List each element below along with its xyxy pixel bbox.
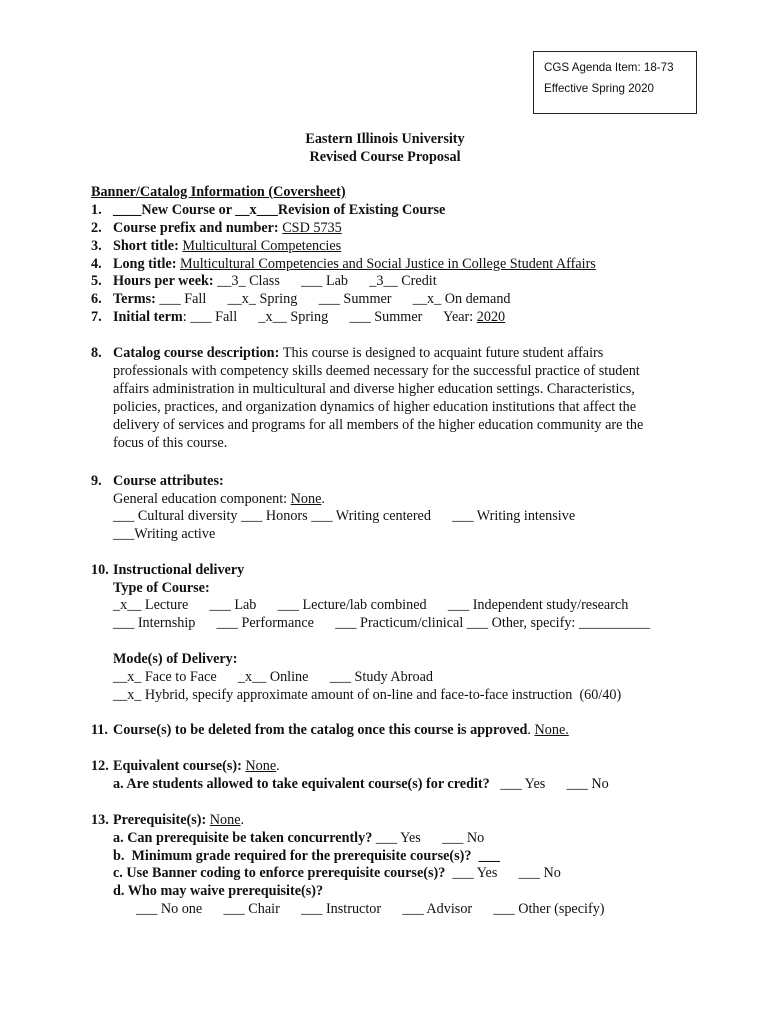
item-13-sub-d-options: ___ No one ___ Chair ___ Instructor ___ Advisor ___ Other (specify) — [136, 901, 605, 917]
item-6-label: Terms: — [113, 291, 160, 307]
item-9-label: Course attributes: — [113, 473, 224, 489]
description-line: professionals with competency skills deemed necessary for the successful practice of student — [113, 363, 640, 379]
item-12-sub-a-question: a. Are students allowed to take equivalent course(s) for credit? — [113, 776, 490, 792]
item-13-sub-a-question: a. Can prerequisite be taken concurrently? — [113, 830, 373, 846]
initial-term: : ___ Fall _x__ Spring ___ Summer Year: — [182, 309, 477, 325]
item-3-line — [113, 237, 341, 255]
item-8-line-1 — [113, 344, 603, 362]
terms: ___ Fall __x_ Spring ___ Summer __x_ On demand — [159, 291, 511, 307]
banner-heading: Banner/Catalog Information (Coversheet) — [91, 184, 346, 200]
description-line: This course is designed to acquaint future student affairs — [282, 345, 604, 361]
item-13-label: Prerequisite(s): — [113, 812, 210, 828]
initial-year: 2020 — [476, 309, 506, 325]
mode-of-delivery-label: Mode(s) of Delivery: — [113, 651, 238, 667]
mode-of-delivery-line: __x_ Face to Face _x__ Online ___ Study Abroad — [113, 669, 433, 685]
item-5-line — [113, 272, 437, 290]
item-13-sub-c — [113, 864, 561, 882]
item-12-label: Equivalent course(s): — [113, 758, 246, 774]
item-12-sub-a-options: ___ Yes ___ No — [500, 776, 609, 792]
item-12-line: Equivalent course(s): None. — [113, 758, 280, 774]
type-of-course-line: _x__ Lecture ___ Lab ___ Lecture/lab combined ___ Independent study/research — [113, 597, 629, 613]
item-1-course-type: ____New Course or __x___Revision of Existing Course — [113, 202, 446, 218]
item-4-line — [113, 255, 596, 273]
university-name: Eastern Illinois University — [305, 131, 465, 147]
type-of-course-label: Type of Course: — [113, 580, 210, 596]
item-12-sub-a — [113, 775, 609, 793]
item-4-label: Long title: — [113, 256, 180, 272]
mode-of-delivery-line: __x_ Hybrid, specify approximate amount of on-line and face-to-face instruction (60/40) — [113, 687, 622, 703]
item-10-number: 10. — [91, 562, 109, 578]
description-line: affairs administration in multicultural and diverse higher education settings. Characteristics, — [113, 381, 635, 397]
item-13-number: 13. — [91, 812, 109, 828]
deleted-courses-value: None. — [534, 722, 569, 738]
item-2-label: Course prefix and number: — [113, 220, 283, 236]
item-13-sub-a-options: ___ Yes ___ No — [372, 830, 485, 846]
item-8-label: Catalog course description: — [113, 345, 283, 361]
description-line: delivery of services and programs for all members of the higher education community are the — [113, 417, 644, 433]
document-title: Revised Course Proposal — [309, 149, 461, 165]
equivalent-courses-value: None — [245, 758, 277, 774]
item-13-line: Prerequisite(s): None. — [113, 812, 245, 828]
item-7-line — [113, 308, 505, 326]
item-13-sub-d: d. Who may waive prerequisite(s)? — [113, 883, 324, 899]
item-13-sub-c-options: ___ Yes ___ No — [445, 865, 561, 881]
item-5-label: Hours per week: — [113, 273, 218, 289]
item-11-line: Course(s) to be deleted from the catalog once this course is approved. None. — [113, 722, 569, 738]
course-number: CSD 5735 — [282, 220, 342, 236]
item-8-number: 8. — [91, 345, 102, 361]
item-13-sub-c-question: c. Use Banner coding to enforce prerequisite course(s)? — [113, 865, 446, 881]
long-title: Multicultural Competencies and Social Justice in College Student Affairs — [180, 256, 596, 272]
attributes-line: ___ Cultural diversity ___ Honors ___ Writing centered ___ Writing intensive — [113, 508, 576, 524]
item-10-label: Instructional delivery — [113, 562, 245, 578]
gen-ed-value: None — [290, 491, 322, 507]
item-11-number: 11. — [91, 722, 108, 738]
item-11-label: Course(s) to be deleted from the catalog once this course is approved — [113, 722, 528, 738]
item-9-number: 9. — [91, 473, 102, 489]
hours-per-week: __3_ Class ___ Lab _3__ Credit — [217, 273, 437, 289]
item-2-number: 2. — [91, 220, 102, 236]
writing-active-line: ___Writing active — [113, 526, 216, 542]
item-3-label: Short title: — [113, 238, 183, 254]
type-of-course-line: ___ Internship ___ Performance ___ Practicum/clinical ___ Other, specify: __________ — [113, 615, 650, 631]
item-5-number: 5. — [91, 273, 102, 289]
item-4-number: 4. — [91, 256, 102, 272]
item-13-sub-a — [113, 829, 484, 847]
item-3-number: 3. — [91, 238, 102, 254]
item-7-label: Initial term — [113, 309, 183, 325]
item-6-line — [113, 290, 511, 308]
item-12-number: 12. — [91, 758, 109, 774]
item-13-sub-b: b. Minimum grade required for the prerequisite course(s)? ___ — [113, 848, 500, 864]
item-1-number: 1. — [91, 202, 102, 218]
item-7-number: 7. — [91, 309, 102, 325]
item-2-line — [113, 219, 342, 237]
gen-ed-line: General education component: None. — [113, 491, 325, 507]
agenda-box — [533, 51, 697, 114]
effective-term: Effective Spring 2020 — [544, 82, 654, 95]
prerequisites-value: None — [209, 812, 241, 828]
item-6-number: 6. — [91, 291, 102, 307]
gen-ed-label: General education component: — [113, 491, 291, 507]
description-line: policies, practices, and organization dynamics of higher education institutions that affect the — [113, 399, 637, 415]
short-title: Multicultural Competencies — [182, 238, 342, 254]
description-line: focus of this course. — [113, 435, 228, 451]
agenda-item: CGS Agenda Item: 18-73 — [544, 61, 674, 74]
